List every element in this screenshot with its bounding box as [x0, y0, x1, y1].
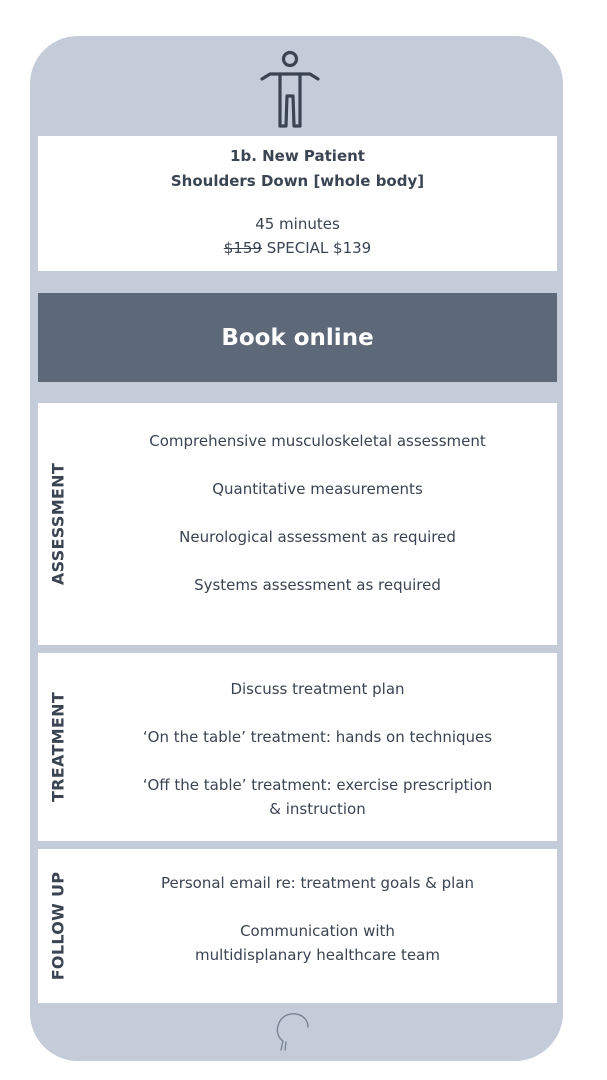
- treatment-item: Discuss treatment plan: [230, 680, 405, 698]
- treatment-item: ‘On the table’ treatment: hands on techniques: [142, 728, 493, 746]
- follow-up-label: FOLLOW UP: [48, 871, 68, 981]
- assessment-section: [38, 403, 557, 645]
- assessment-item: Systems assessment as required: [194, 576, 441, 594]
- service-duration: 45 minutes: [255, 215, 340, 233]
- service-card: [30, 36, 563, 1061]
- assessment-item: Neurological assessment as required: [179, 528, 456, 546]
- assessment-item: Quantitative measurements: [212, 480, 423, 498]
- assessment-list: [78, 429, 557, 597]
- person-body-icon: [258, 50, 322, 130]
- treatment-item-line: ‘Off the table’ treatment: exercise prescription: [142, 776, 493, 794]
- service-price: [38, 236, 557, 260]
- treatment-label: TREATMENT: [48, 691, 68, 803]
- follow-up-section: [38, 849, 557, 1003]
- assessment-label: ASSESSMENT: [48, 462, 68, 586]
- service-title-line-2: Shoulders Down [whole body]: [170, 172, 425, 190]
- special-price: SPECIAL $139: [261, 239, 372, 257]
- old-price: $159: [223, 239, 262, 257]
- book-online-button[interactable]: Book online: [38, 293, 557, 382]
- treatment-list: [78, 677, 557, 821]
- follow-up-item-line: Communication with: [240, 922, 395, 940]
- service-header-panel: [38, 136, 557, 271]
- service-title-line-1: 1b. New Patient: [230, 147, 365, 165]
- follow-up-item-line: multidisplanary healthcare team: [195, 946, 440, 964]
- follow-up-item: Personal email re: treatment goals & plan: [160, 874, 475, 892]
- assessment-item: Comprehensive musculoskeletal assessment: [149, 432, 486, 450]
- treatment-item-line: & instruction: [269, 800, 366, 818]
- service-title: [38, 144, 557, 194]
- treatment-item: [78, 773, 557, 821]
- follow-up-item: [78, 919, 557, 967]
- head-profile-icon: [272, 1010, 312, 1052]
- treatment-section: [38, 653, 557, 841]
- follow-up-list: [78, 871, 557, 967]
